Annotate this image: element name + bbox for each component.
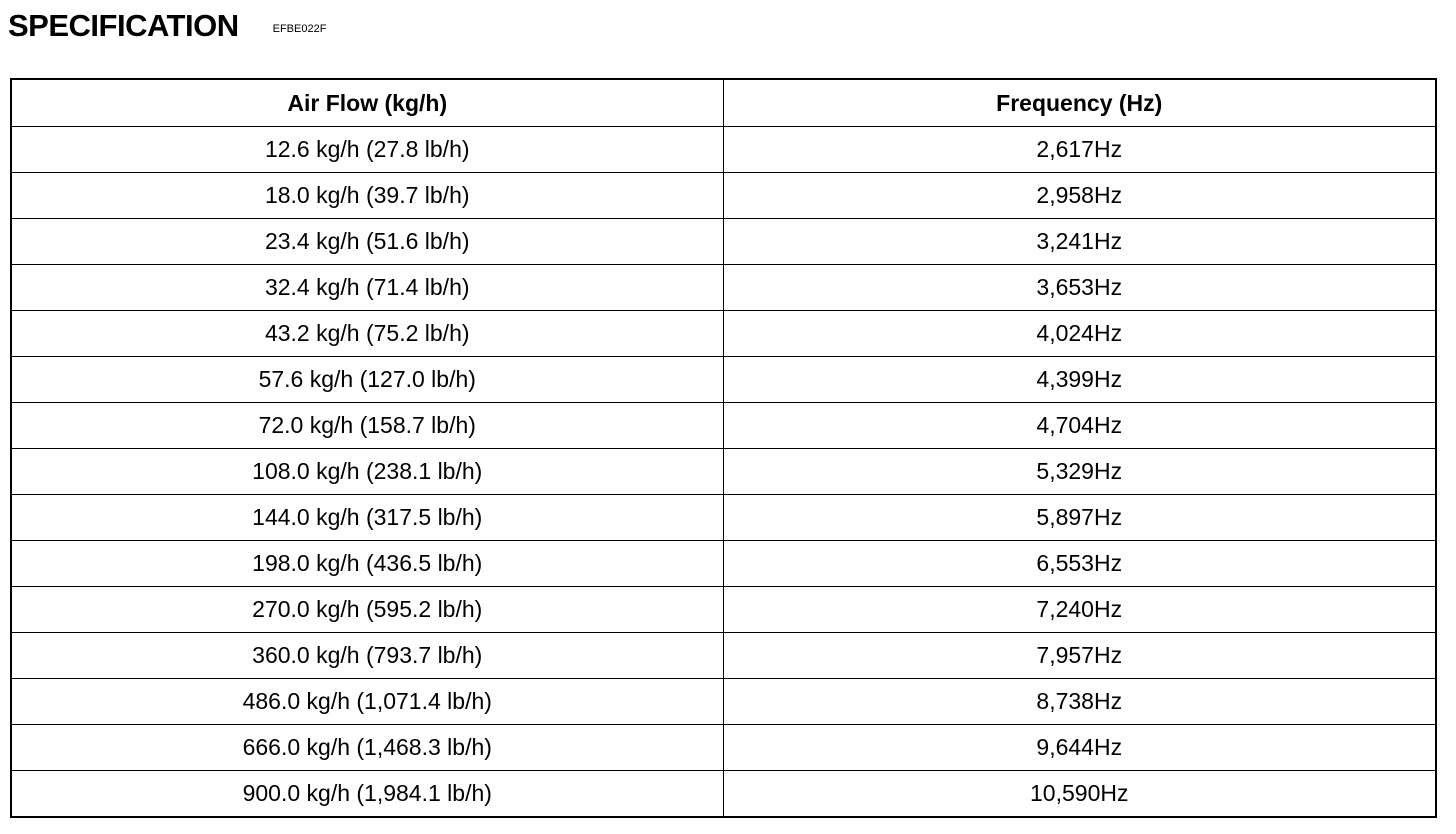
page-title: SPECIFICATION (8, 8, 239, 43)
table-row (11, 357, 1436, 403)
frequency-cell: 5,329Hz (723, 449, 1436, 495)
air-flow-cell: 57.6 kg/h (127.0 lb/h) (11, 357, 723, 403)
air-flow-cell: 486.0 kg/h (1,071.4 lb/h) (11, 679, 723, 725)
air-flow-cell: 666.0 kg/h (1,468.3 lb/h) (11, 725, 723, 771)
frequency-cell: 4,024Hz (723, 311, 1436, 357)
air-flow-cell: 198.0 kg/h (436.5 lb/h) (11, 541, 723, 587)
table-row (11, 495, 1436, 541)
frequency-cell: 7,957Hz (723, 633, 1436, 679)
frequency-cell: 4,704Hz (723, 403, 1436, 449)
table-row (11, 633, 1436, 679)
table-row (11, 541, 1436, 587)
column-header-air-flow: Air Flow (kg/h) (11, 79, 723, 127)
document-code: EFBE022F (272, 23, 327, 35)
table-row (11, 173, 1436, 219)
table-row (11, 587, 1436, 633)
frequency-cell: 4,399Hz (723, 357, 1436, 403)
frequency-cell: 3,241Hz (723, 219, 1436, 265)
table-row (11, 679, 1436, 725)
specification-table (10, 78, 1437, 818)
air-flow-cell: 72.0 kg/h (158.7 lb/h) (11, 403, 723, 449)
frequency-cell: 2,958Hz (723, 173, 1436, 219)
table-row (11, 219, 1436, 265)
frequency-cell: 9,644Hz (723, 725, 1436, 771)
table-row (11, 311, 1436, 357)
frequency-cell: 10,590Hz (723, 771, 1436, 818)
air-flow-cell: 270.0 kg/h (595.2 lb/h) (11, 587, 723, 633)
table-row (11, 127, 1436, 173)
air-flow-cell: 43.2 kg/h (75.2 lb/h) (11, 311, 723, 357)
table-header-row (11, 79, 1436, 127)
frequency-cell: 8,738Hz (723, 679, 1436, 725)
table-row (11, 771, 1436, 818)
frequency-cell: 3,653Hz (723, 265, 1436, 311)
column-header-frequency: Frequency (Hz) (723, 79, 1436, 127)
air-flow-cell: 12.6 kg/h (27.8 lb/h) (11, 127, 723, 173)
air-flow-cell: 32.4 kg/h (71.4 lb/h) (11, 265, 723, 311)
air-flow-cell: 18.0 kg/h (39.7 lb/h) (11, 173, 723, 219)
air-flow-cell: 144.0 kg/h (317.5 lb/h) (11, 495, 723, 541)
table-row (11, 265, 1436, 311)
air-flow-cell: 108.0 kg/h (238.1 lb/h) (11, 449, 723, 495)
table-body (11, 127, 1436, 818)
table-row (11, 449, 1436, 495)
air-flow-cell: 23.4 kg/h (51.6 lb/h) (11, 219, 723, 265)
table-row (11, 403, 1436, 449)
air-flow-cell: 900.0 kg/h (1,984.1 lb/h) (11, 771, 723, 818)
frequency-cell: 6,553Hz (723, 541, 1436, 587)
frequency-cell: 7,240Hz (723, 587, 1436, 633)
frequency-cell: 5,897Hz (723, 495, 1436, 541)
table-row (11, 725, 1436, 771)
frequency-cell: 2,617Hz (723, 127, 1436, 173)
page-header (8, 8, 326, 44)
air-flow-cell: 360.0 kg/h (793.7 lb/h) (11, 633, 723, 679)
